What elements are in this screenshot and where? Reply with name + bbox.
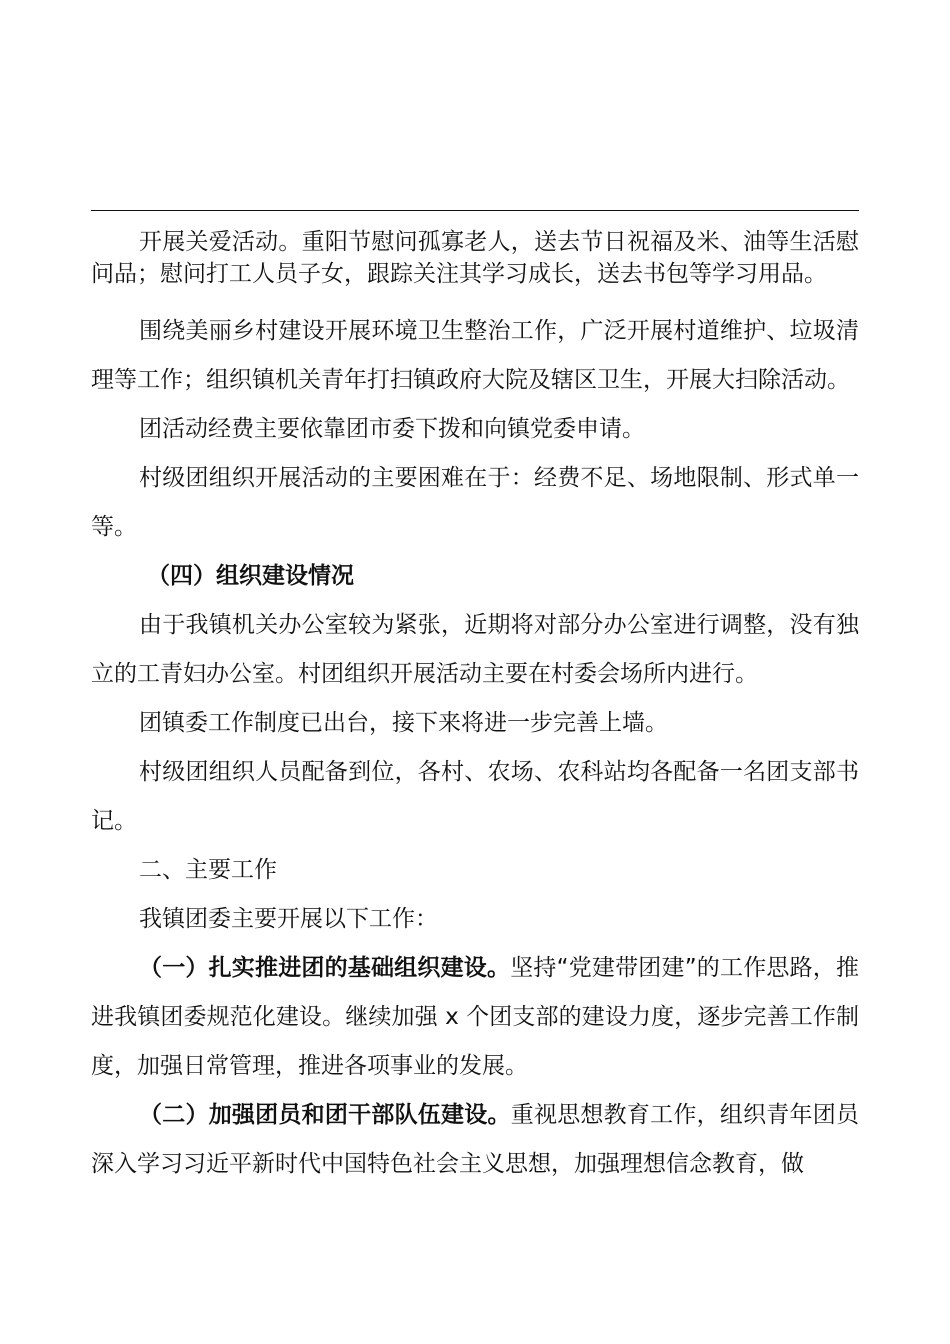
list-item-cadre-building bbox=[91, 1091, 859, 1189]
document-body bbox=[91, 226, 859, 1189]
list-item-text: 重视思想教育工作，组织青年团员深入学习习近平新时代中国特色社会主义思想，加强理想信念教育，做 bbox=[91, 1102, 860, 1177]
header-divider bbox=[91, 210, 859, 211]
section-heading-organization: （四）组织建设情况 bbox=[147, 563, 354, 589]
list-item-basic-organization bbox=[91, 944, 859, 1091]
paragraph-activity-difficulties: 村级团组织开展活动的主要困难在于：经费不足、场地限制、形式单一等。 bbox=[91, 465, 859, 540]
paragraph-main-work-intro: 我镇团委主要开展以下工作： bbox=[139, 906, 438, 932]
list-item-text: 坚持“党建带团建”的工作思路，推进我镇团委规范化建设。继续加强 x 个团支部的建设力度，逐步完善工作制度，加强日常管理，推进各项事业的发展。 bbox=[91, 955, 859, 1079]
part-heading-main-work: 二、主要工作 bbox=[139, 857, 277, 883]
paragraph-office-space: 由于我镇机关办公室较为紧张，近期将对部分办公室进行调整，没有独立的工青妇办公室。村团组织开展活动主要在村委会场所内进行。 bbox=[91, 612, 859, 687]
paragraph-care-activities: 开展关爱活动。重阳节慰问孤寡老人，送去节日祝福及米、油等生活慰问品；慰问打工人员子女，跟踪关注其学习成长，送去书包等学习用品。 bbox=[91, 229, 859, 287]
paragraph-work-rules: 团镇委工作制度已出台，接下来将进一步完善上墙。 bbox=[139, 710, 668, 736]
paragraph-environment-cleanup: 围绕美丽乡村建设开展环境卫生整治工作，广泛开展村道维护、垃圾清理等工作；组织镇机关青年打扫镇政府大院及辖区卫生，开展大扫除活动。 bbox=[91, 318, 859, 393]
paragraph-staffing: 村级团组织人员配备到位，各村、农场、农科站均各配备一名团支部书记。 bbox=[91, 759, 859, 834]
list-item-title: （一）扎实推进团的基础组织建设。 bbox=[139, 955, 511, 981]
paragraph-activity-funding: 团活动经费主要依靠团市委下拨和向镇党委申请。 bbox=[139, 416, 645, 442]
list-item-title: （二）加强团员和团干部队伍建设。 bbox=[139, 1102, 511, 1128]
